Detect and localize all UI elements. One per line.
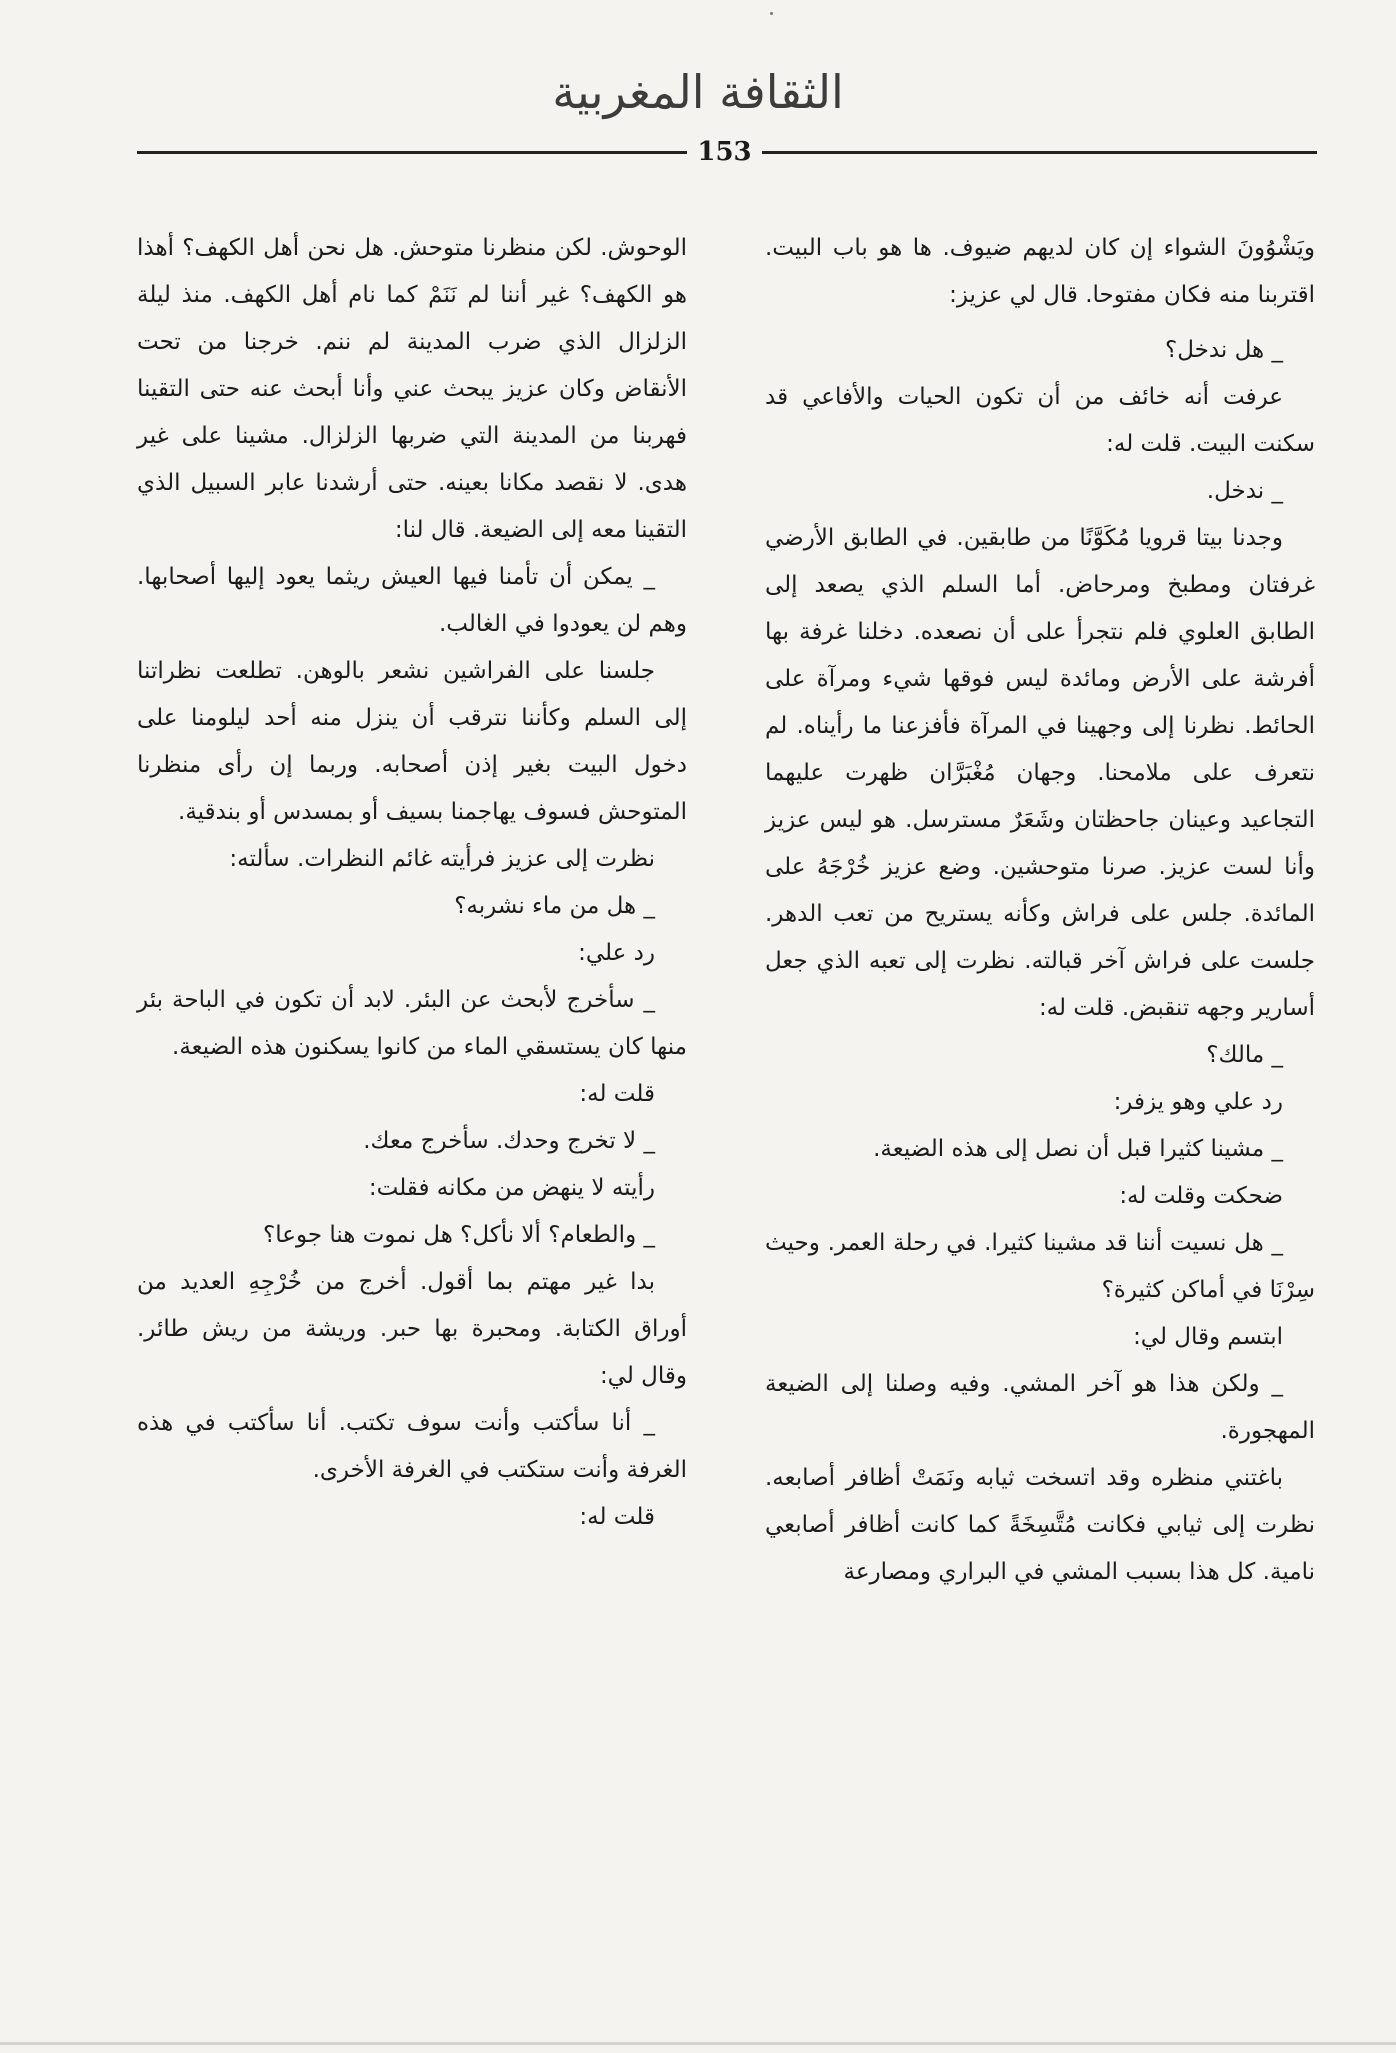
paragraph: ضحكت وقلت له: xyxy=(1119,1183,1283,1209)
paragraph: رد علي: xyxy=(578,940,655,966)
paragraph: عرفت أنه خائف من أن تكون الحيات والأفاعي قد سكنت البيت. قلت له: xyxy=(765,384,1315,457)
right-column xyxy=(765,225,1315,1596)
header-rule-left xyxy=(137,151,687,154)
left-column xyxy=(137,225,687,1541)
dialogue-line: _ والطعام؟ ألا نأكل؟ هل نموت هنا جوعا؟ xyxy=(263,1222,655,1248)
header-rule-right xyxy=(762,151,1317,154)
dialogue-line: _ سأخرج لأبحث عن البئر. لابد أن تكون في الباحة بئر منها كان يستسقي الماء من كانوا يسكنون هذه الضيعة. xyxy=(137,987,687,1060)
dialogue-line: _ ندخل. xyxy=(1206,478,1283,504)
paragraph: قلت له: xyxy=(579,1504,655,1530)
paragraph: رأيته لا ينهض من مكانه فقلت: xyxy=(368,1175,655,1201)
paragraph: رد علي وهو يزفر: xyxy=(1113,1089,1283,1115)
paragraph: نظرت إلى عزيز فرأيته غائم النظرات. سألته: xyxy=(229,846,655,872)
dialogue-line: _ ولكن هذا هو آخر المشي. وفيه وصلنا إلى الضيعة المهجورة. xyxy=(765,1371,1315,1444)
scan-mark xyxy=(770,12,773,15)
paragraph: بدا غير مهتم بما أقول. أخرج من خُرْجِهِ العديد من أوراق الكتابة. ومحبرة بها حبر. وريشة من ريش طائر. وقال لي: xyxy=(137,1269,687,1389)
paragraph: ابتسم وقال لي: xyxy=(1133,1324,1283,1350)
dialogue-line: _ هل نسيت أننا قد مشينا كثيرا. في رحلة العمر. وحيث سِرْنَا في أماكن كثيرة؟ xyxy=(765,1230,1315,1303)
scan-edge xyxy=(0,2042,1396,2045)
paragraph: باغتني منظره وقد اتسخت ثيابه ونَمَتْ أظافر أصابعه. نظرت إلى ثيابي فكانت مُتَّسِخَةً كما كانت أظافر أصابعي نامية. كل هذا بسبب المشي في البراري ومصارعة xyxy=(765,1465,1315,1585)
paragraph: جلسنا على الفراشين نشعر بالوهن. تطلعت نظراتنا إلى السلم وكأننا نترقب أن ينزل منه أحد ليلومنا على دخول البيت بغير إذن أصحابه. وربما إن رأى منظرنا المتوحش فسوف يهاجمنا بسيف أو بمسدس أو بندقية. xyxy=(137,658,687,825)
paragraph: قلت له: xyxy=(579,1081,655,1107)
dialogue-line: _ هل ندخل؟ xyxy=(1165,337,1283,363)
dialogue-line: _ مالك؟ xyxy=(1206,1042,1283,1068)
dialogue-line: _ أنا سأكتب وأنت سوف تكتب. أنا سأكتب في هذه الغرفة وأنت ستكتب في الغرفة الأخرى. xyxy=(137,1410,687,1483)
paragraph: ويَشْوُونَ الشواء إن كان لديهم ضيوف. ها هو باب البيت. اقتربنا منه فكان مفتوحا. قال لي عزيز: xyxy=(765,235,1315,308)
dialogue-line: _ يمكن أن تأمنا فيها العيش ريثما يعود إليها أصحابها. وهم لن يعودوا في الغالب. xyxy=(137,564,687,637)
magazine-title: الثقافة المغربية xyxy=(552,65,844,119)
paragraph: وجدنا بيتا قرويا مُكَوَّنًا من طابقين. في الطابق الأرضي غرفتان ومطبخ ومرحاض. أما السلم الذي يصعد إلى الطابق العلوي فلم نتجرأ على أن نصعده. دخلنا غرفة بها أفرشة على الأرض ومائدة ليس فوقها شيء ومرآة على الحائط. نظرنا إلى وجهينا في المرآة فأفزعنا ما رأيناه. لم نتعرف على ملامحنا. وجهان مُغْبَرَّان ظهرت عليهما التجاعيد وعينان جاحظتان وشَعَرٌ مسترسل. هو ليس عزيز وأنا لست عزيز. صرنا متوحشين. وضع عزيز خُرْجَهُ على المائدة. جلس على فراش وكأنه يستريح من تعب الدهر. جلست على فراش آخر قبالته. نظرت إلى تعبه الذي جعل أسارير وجهه تنقبض. قلت له: xyxy=(765,525,1315,1021)
dialogue-line: _ لا تخرج وحدك. سأخرج معك. xyxy=(363,1128,655,1154)
dialogue-line: _ مشينا كثيرا قبل أن نصل إلى هذه الضيعة. xyxy=(873,1136,1283,1162)
paragraph: الوحوش. لكن منظرنا متوحش. هل نحن أهل الكهف؟ أهذا هو الكهف؟ غير أننا لم نَنَمْ كما نام أهل الكهف. منذ ليلة الزلزال الذي ضرب المدينة لم ننم. خرجنا من تحت الأنقاض وكان عزيز يبحث عني وأنا أبحث عنه حتى التقينا فهربنا من المدينة التي ضربها الزلزال. مشينا على غير هدى. لا نقصد مكانا بعينه. حتى أرشدنا عابر السبيل الذي التقينا معه إلى الضيعة. قال لنا: xyxy=(137,235,687,543)
page-number: 153 xyxy=(697,137,752,167)
dialogue-line: _ هل من ماء نشربه؟ xyxy=(454,893,655,919)
